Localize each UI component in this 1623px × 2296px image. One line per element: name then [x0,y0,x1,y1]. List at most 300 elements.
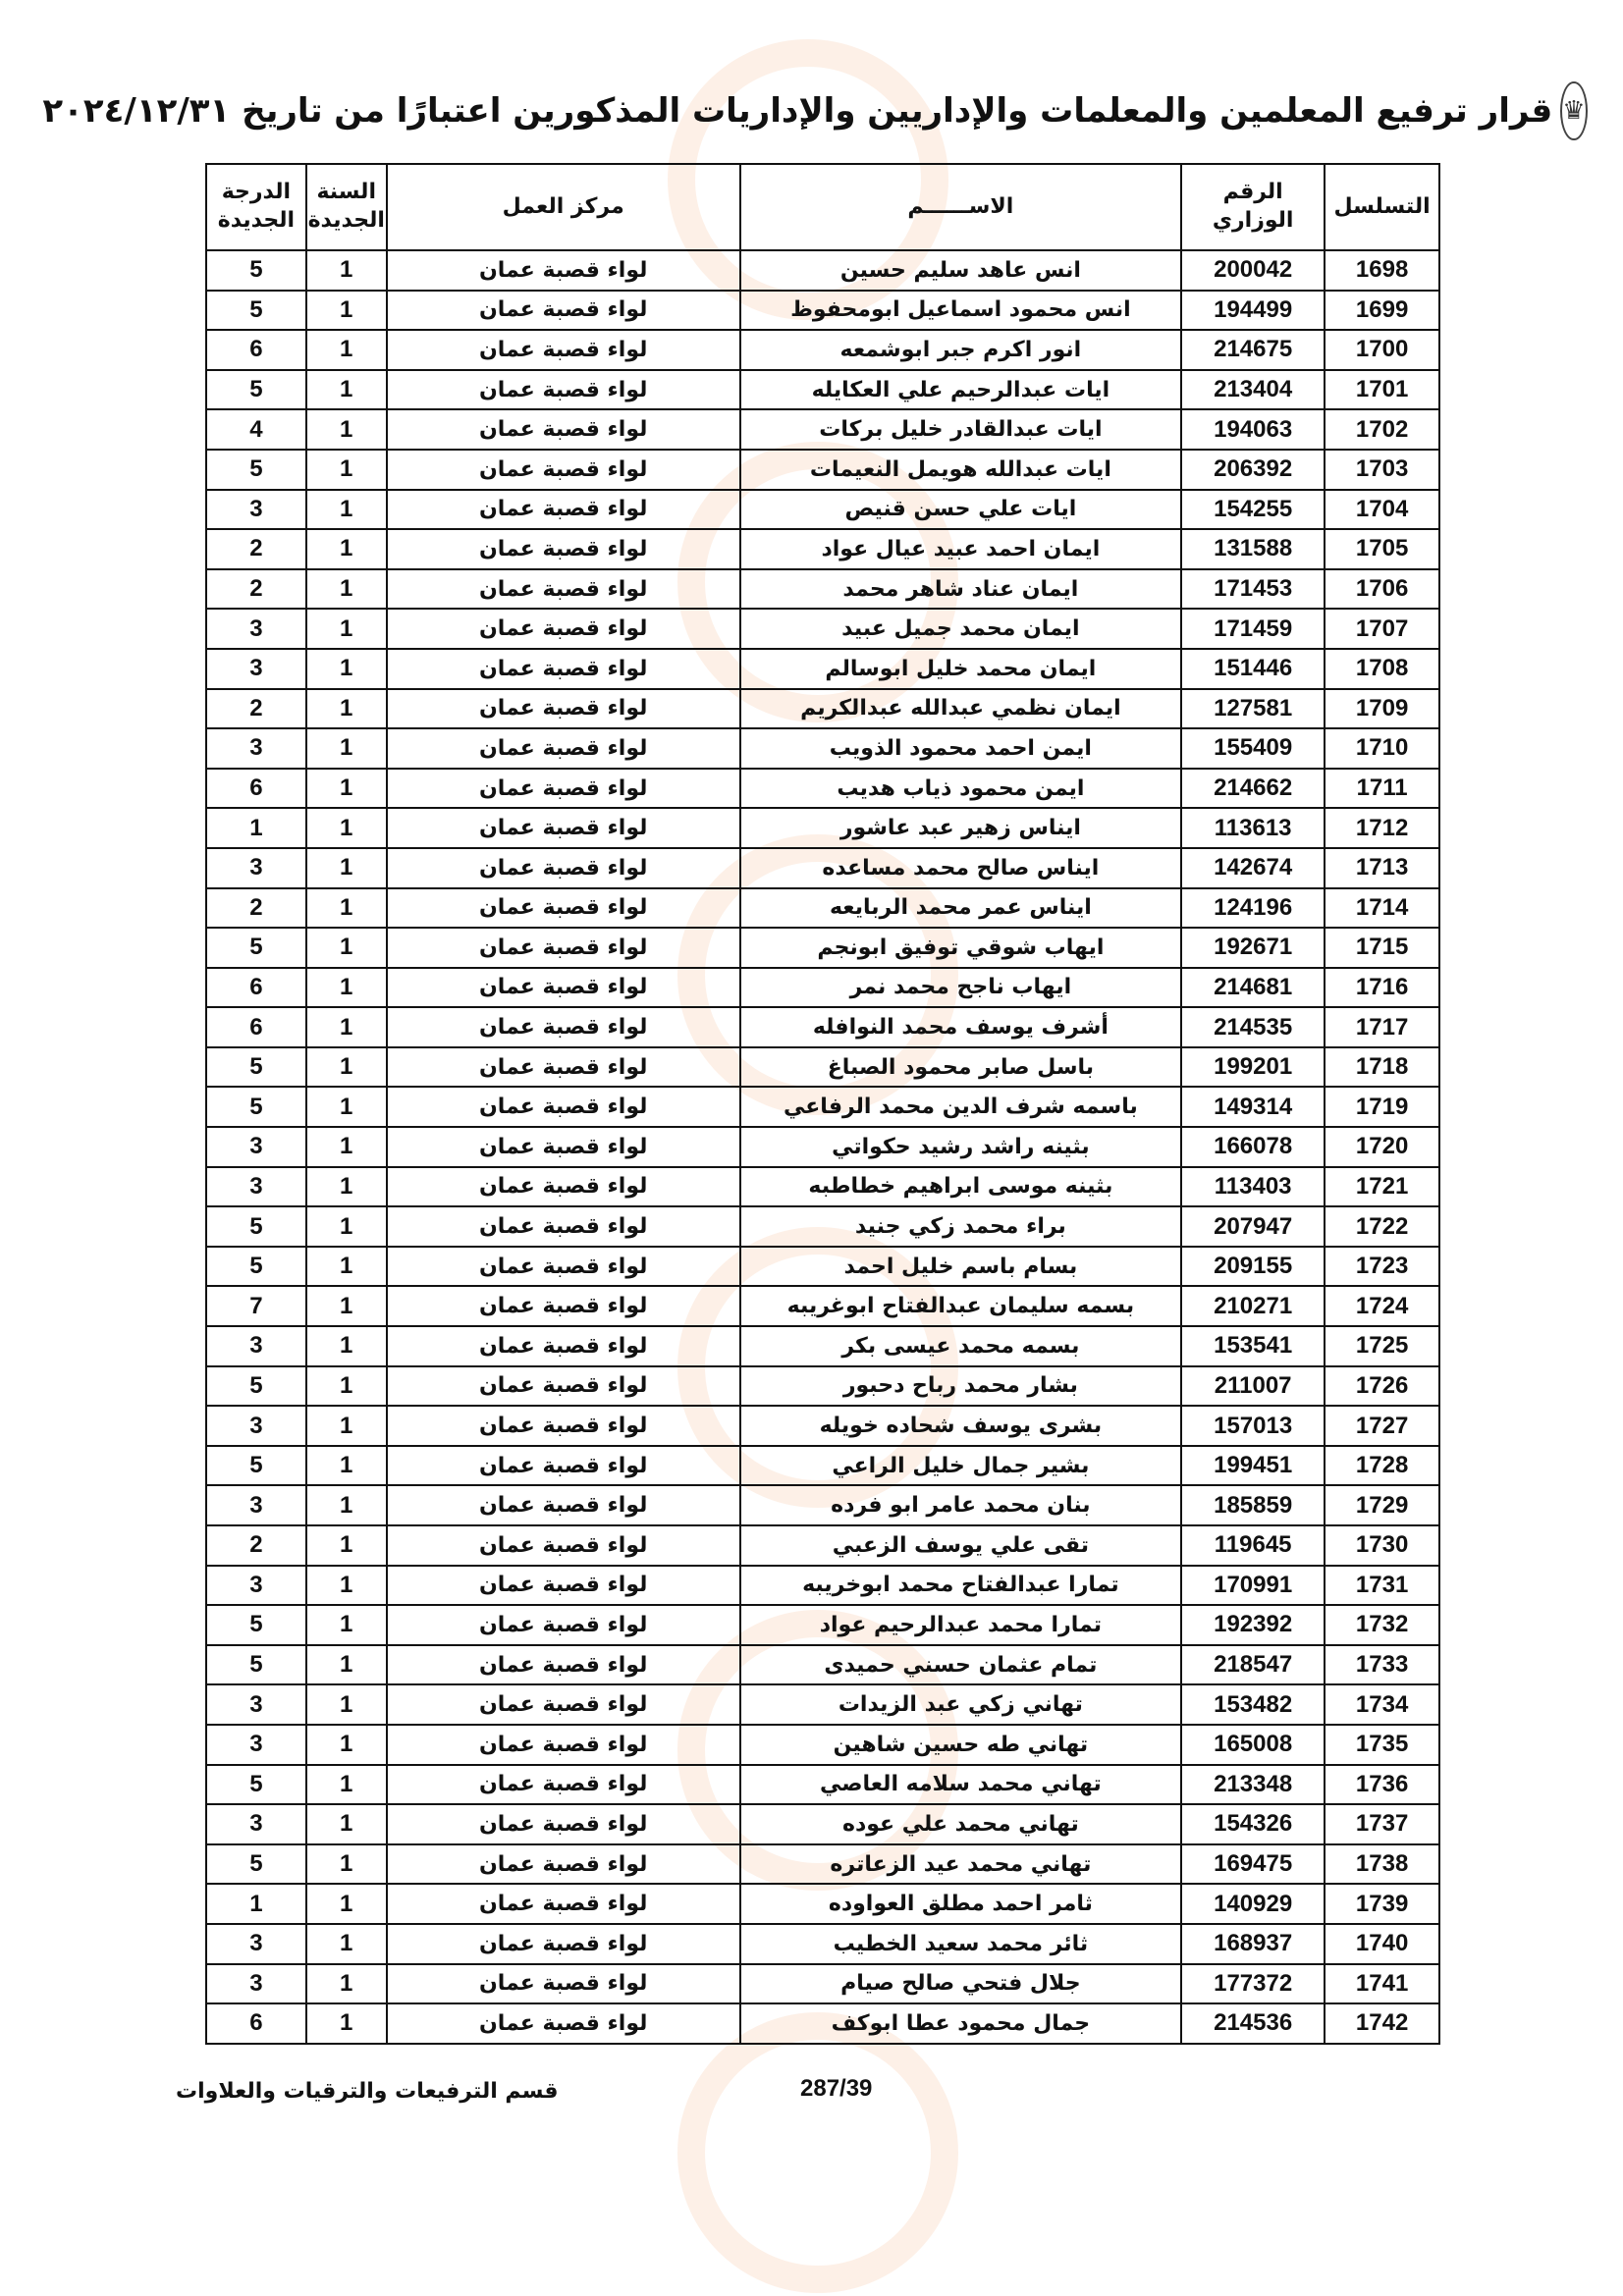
seq-cell: 1716 [1325,968,1439,1008]
name-cell: ايمان محمد جميل عبيد [740,609,1181,649]
table-row [206,1684,1439,1725]
new-grade-cell: 3 [206,1684,306,1725]
new-grade-cell: 3 [206,1964,306,2004]
table-row [206,450,1439,490]
name-cell: بسمه محمد عيسى بكر [740,1326,1181,1366]
work-center-cell: لواء قصبة عمان [387,1725,740,1765]
new-year-cell: 1 [306,2003,387,2044]
seq-cell: 1721 [1325,1167,1439,1207]
work-center-cell: لواء قصبة عمان [387,1884,740,1924]
ministry-id-cell: 211007 [1181,1366,1325,1407]
work-center-cell: لواء قصبة عمان [387,848,740,888]
new-year-cell: 1 [306,490,387,530]
new-grade-cell: 5 [206,1605,306,1645]
ministry-id-cell: 151446 [1181,649,1325,689]
seq-cell: 1732 [1325,1605,1439,1645]
new-grade-cell: 6 [206,330,306,370]
new-grade-cell: 2 [206,1525,306,1566]
new-year-cell: 1 [306,1127,387,1167]
work-center-cell: لواء قصبة عمان [387,1247,740,1287]
new-grade-cell: 5 [206,1446,306,1486]
table-row [206,1087,1439,1127]
seq-cell: 1733 [1325,1645,1439,1685]
work-center-cell: لواء قصبة عمان [387,1645,740,1685]
new-year-cell: 1 [306,649,387,689]
seq-cell: 1698 [1325,250,1439,291]
seq-cell: 1719 [1325,1087,1439,1127]
table-row [206,409,1439,450]
name-cell: ثائر محمد سعيد الخطيب [740,1924,1181,1964]
seq-cell: 1713 [1325,848,1439,888]
new-grade-cell: 2 [206,689,306,729]
column-header-work-center: مركز العمل [387,164,740,250]
new-grade-cell: 5 [206,250,306,291]
work-center-cell: لواء قصبة عمان [387,1844,740,1885]
table-row [206,1725,1439,1765]
seq-cell: 1735 [1325,1725,1439,1765]
seq-cell: 1727 [1325,1406,1439,1446]
seq-cell: 1704 [1325,490,1439,530]
new-year-cell: 1 [306,1765,387,1805]
table-row [206,1127,1439,1167]
work-center-cell: لواء قصبة عمان [387,529,740,569]
table-row [206,1247,1439,1287]
work-center-cell: لواء قصبة عمان [387,1127,740,1167]
table-row [206,728,1439,769]
seq-cell: 1740 [1325,1924,1439,1964]
seq-cell: 1736 [1325,1765,1439,1805]
seq-cell: 1730 [1325,1525,1439,1566]
work-center-cell: لواء قصبة عمان [387,2003,740,2044]
seq-cell: 1710 [1325,728,1439,769]
new-year-cell: 1 [306,1924,387,1964]
new-grade-cell: 3 [206,1167,306,1207]
ministry-id-cell: 192671 [1181,928,1325,968]
new-year-cell: 1 [306,1485,387,1525]
seq-cell: 1706 [1325,569,1439,610]
table-row [206,1406,1439,1446]
table-row [206,1485,1439,1525]
name-cell: ثامر احمد مطلق العواوده [740,1884,1181,1924]
name-cell: ايات عبدالرحيم علي العكايله [740,370,1181,410]
work-center-cell: لواء قصبة عمان [387,1924,740,1964]
new-year-cell: 1 [306,609,387,649]
new-grade-cell: 5 [206,291,306,331]
work-center-cell: لواء قصبة عمان [387,409,740,450]
new-grade-cell: 5 [206,1087,306,1127]
ministry-id-cell: 166078 [1181,1127,1325,1167]
seq-cell: 1724 [1325,1286,1439,1326]
ministry-id-cell: 154326 [1181,1804,1325,1844]
new-year-cell: 1 [306,1247,387,1287]
ministry-id-cell: 153482 [1181,1684,1325,1725]
seq-cell: 1723 [1325,1247,1439,1287]
work-center-cell: لواء قصبة عمان [387,649,740,689]
seq-cell: 1712 [1325,808,1439,848]
new-grade-cell: 3 [206,1406,306,1446]
new-grade-cell: 2 [206,569,306,610]
new-year-cell: 1 [306,1087,387,1127]
work-center-cell: لواء قصبة عمان [387,569,740,610]
work-center-cell: لواء قصبة عمان [387,1446,740,1486]
seq-cell: 1739 [1325,1884,1439,1924]
new-grade-cell: 6 [206,2003,306,2044]
name-cell: ايناس عمر محمد الربايعه [740,888,1181,929]
new-year-cell: 1 [306,291,387,331]
name-cell: ايهاب ناجح محمد نمر [740,968,1181,1008]
name-cell: ايات علي حسن قنيص [740,490,1181,530]
seq-cell: 1725 [1325,1326,1439,1366]
table-row [206,370,1439,410]
new-year-cell: 1 [306,928,387,968]
work-center-cell: لواء قصبة عمان [387,370,740,410]
table-row [206,250,1439,291]
table-row [206,1047,1439,1088]
name-cell: بسام باسم خليل احمد [740,1247,1181,1287]
name-cell: بثينه راشد رشيد حكواتي [740,1127,1181,1167]
new-grade-cell: 3 [206,609,306,649]
new-grade-cell: 5 [206,1206,306,1247]
name-cell: ايمان عناد شاهر محمد [740,569,1181,610]
work-center-cell: لواء قصبة عمان [387,888,740,929]
work-center-cell: لواء قصبة عمان [387,928,740,968]
new-grade-cell: 5 [206,370,306,410]
name-cell: بثينه موسى ابراهيم خطاطبه [740,1167,1181,1207]
table-row [206,928,1439,968]
new-year-cell: 1 [306,1286,387,1326]
new-year-cell: 1 [306,1366,387,1407]
name-cell: ايات عبدالله هويمل النعيمات [740,450,1181,490]
table-row [206,1326,1439,1366]
new-grade-cell: 3 [206,490,306,530]
name-cell: براء محمد زكي جنيد [740,1206,1181,1247]
work-center-cell: لواء قصبة عمان [387,450,740,490]
new-year-cell: 1 [306,888,387,929]
ministry-id-cell: 153541 [1181,1326,1325,1366]
new-grade-cell: 3 [206,1566,306,1606]
seq-cell: 1742 [1325,2003,1439,2044]
name-cell: بشرى يوسف شحاده خويله [740,1406,1181,1446]
new-year-cell: 1 [306,1206,387,1247]
seq-cell: 1717 [1325,1007,1439,1047]
ministry-id-cell: 199451 [1181,1446,1325,1486]
seq-cell: 1708 [1325,649,1439,689]
new-grade-cell: 3 [206,1924,306,1964]
new-grade-cell: 3 [206,1485,306,1525]
ministry-id-cell: 194499 [1181,291,1325,331]
seq-cell: 1741 [1325,1964,1439,2004]
new-year-cell: 1 [306,1645,387,1685]
work-center-cell: لواء قصبة عمان [387,330,740,370]
table-row [206,1566,1439,1606]
seq-cell: 1731 [1325,1566,1439,1606]
name-cell: تهاني محمد عيد الزعاتره [740,1844,1181,1885]
ministry-id-cell: 207947 [1181,1206,1325,1247]
ministry-id-cell: 171453 [1181,569,1325,610]
table-row [206,649,1439,689]
new-year-cell: 1 [306,1167,387,1207]
ministry-id-cell: 214662 [1181,769,1325,809]
seq-cell: 1726 [1325,1366,1439,1407]
new-year-cell: 1 [306,1326,387,1366]
table-header-row [206,164,1439,250]
document-header [42,77,1586,145]
name-cell: انس عاهد سليم حسين [740,250,1181,291]
new-grade-cell: 7 [206,1286,306,1326]
name-cell: باسل صابر محمود الصباغ [740,1047,1181,1088]
seq-cell: 1700 [1325,330,1439,370]
ministry-id-cell: 210271 [1181,1286,1325,1326]
new-grade-cell: 3 [206,1326,306,1366]
new-year-cell: 1 [306,1684,387,1725]
ministry-id-cell: 214675 [1181,330,1325,370]
name-cell: تهاني زكي عبد الزيدات [740,1684,1181,1725]
column-header-seq: التسلسل [1325,164,1439,250]
ministry-id-cell: 177372 [1181,1964,1325,2004]
ministry-id-cell: 124196 [1181,888,1325,929]
new-year-cell: 1 [306,848,387,888]
seq-cell: 1722 [1325,1206,1439,1247]
work-center-cell: لواء قصبة عمان [387,1087,740,1127]
new-year-cell: 1 [306,1804,387,1844]
name-cell: باسمه شرف الدين محمد الرفاعي [740,1087,1181,1127]
work-center-cell: لواء قصبة عمان [387,1366,740,1407]
seq-cell: 1715 [1325,928,1439,968]
work-center-cell: لواء قصبة عمان [387,1167,740,1207]
name-cell: بشير جمال خليل الراعي [740,1446,1181,1486]
ministry-id-cell: 154255 [1181,490,1325,530]
ministry-id-cell: 165008 [1181,1725,1325,1765]
new-grade-cell: 3 [206,848,306,888]
new-grade-cell: 2 [206,888,306,929]
work-center-cell: لواء قصبة عمان [387,1326,740,1366]
ministry-id-cell: 140929 [1181,1884,1325,1924]
table-row [206,968,1439,1008]
ministry-id-cell: 171459 [1181,609,1325,649]
work-center-cell: لواء قصبة عمان [387,1206,740,1247]
ministry-id-cell: 113403 [1181,1167,1325,1207]
work-center-cell: لواء قصبة عمان [387,1566,740,1606]
seq-cell: 1699 [1325,291,1439,331]
new-grade-cell: 5 [206,450,306,490]
new-year-cell: 1 [306,1566,387,1606]
ministry-id-cell: 213404 [1181,370,1325,410]
ministry-id-cell: 192392 [1181,1605,1325,1645]
new-grade-cell: 5 [206,1247,306,1287]
seq-cell: 1728 [1325,1446,1439,1486]
new-grade-cell: 1 [206,1884,306,1924]
work-center-cell: لواء قصبة عمان [387,769,740,809]
table-row [206,569,1439,610]
table-row [206,1167,1439,1207]
name-cell: ايناس صالح محمد مساعده [740,848,1181,888]
new-grade-cell: 6 [206,1007,306,1047]
name-cell: ايناس زهير عبد عاشور [740,808,1181,848]
table-row [206,609,1439,649]
name-cell: تمارا محمد عبدالرحيم عواد [740,1605,1181,1645]
new-year-cell: 1 [306,769,387,809]
ministry-id-cell: 113613 [1181,808,1325,848]
new-grade-cell: 3 [206,728,306,769]
table-row [206,1765,1439,1805]
ministry-id-cell: 218547 [1181,1645,1325,1685]
column-header-new-grade: الدرجة الجديدة [206,164,306,250]
table-row [206,1366,1439,1407]
new-grade-cell: 5 [206,1047,306,1088]
new-grade-cell: 5 [206,1844,306,1885]
table-row [206,1525,1439,1566]
ministry-id-cell: 169475 [1181,1844,1325,1885]
table-row [206,1645,1439,1685]
column-header-ministry-id: الرقم الوزاري [1181,164,1325,250]
ministry-id-cell: 214535 [1181,1007,1325,1047]
name-cell: ايمان احمد عبيد عيال عواد [740,529,1181,569]
document-title: قرار ترفيع المعلمين والمعلمات والإداريين والإداريات المذكورين اعتبارًا من تاريخ ٢٠٢٤/١٢/٣١ [42,91,1553,131]
new-year-cell: 1 [306,968,387,1008]
name-cell: جلال فتحي صالح صيام [740,1964,1181,2004]
work-center-cell: لواء قصبة عمان [387,968,740,1008]
ministry-id-cell: 127581 [1181,689,1325,729]
name-cell: تمام عثمان حسني حميدى [740,1645,1181,1685]
name-cell: تقى علي يوسف الزعبي [740,1525,1181,1566]
seq-cell: 1709 [1325,689,1439,729]
seq-cell: 1702 [1325,409,1439,450]
new-year-cell: 1 [306,808,387,848]
seq-cell: 1737 [1325,1804,1439,1844]
seq-cell: 1720 [1325,1127,1439,1167]
new-year-cell: 1 [306,450,387,490]
table-row [206,1884,1439,1924]
work-center-cell: لواء قصبة عمان [387,1684,740,1725]
table-row [206,529,1439,569]
new-year-cell: 1 [306,1964,387,2004]
work-center-cell: لواء قصبة عمان [387,1406,740,1446]
name-cell: بشار محمد رباح دحبور [740,1366,1181,1407]
table-row [206,330,1439,370]
new-year-cell: 1 [306,1007,387,1047]
work-center-cell: لواء قصبة عمان [387,291,740,331]
work-center-cell: لواء قصبة عمان [387,490,740,530]
jordan-emblem-icon: ♛ [1560,81,1587,140]
name-cell: بنان محمد عامر ابو فرده [740,1485,1181,1525]
ministry-id-cell: 142674 [1181,848,1325,888]
new-year-cell: 1 [306,1884,387,1924]
table-row [206,1964,1439,2004]
ministry-id-cell: 200042 [1181,250,1325,291]
new-year-cell: 1 [306,370,387,410]
table-row [206,2003,1439,2044]
seq-cell: 1729 [1325,1485,1439,1525]
promotions-table [205,163,1440,2045]
ministry-id-cell: 157013 [1181,1406,1325,1446]
table-row [206,1924,1439,1964]
work-center-cell: لواء قصبة عمان [387,1804,740,1844]
ministry-id-cell: 185859 [1181,1485,1325,1525]
ministry-id-cell: 155409 [1181,728,1325,769]
table-row [206,291,1439,331]
ministry-id-cell: 209155 [1181,1247,1325,1287]
name-cell: ايمن احمد محمود الذويب [740,728,1181,769]
work-center-cell: لواء قصبة عمان [387,689,740,729]
department-name: قسم الترفيعات والترقيات والعلاوات [176,2079,559,2104]
table-row [206,1844,1439,1885]
new-year-cell: 1 [306,728,387,769]
table-row [206,490,1439,530]
new-year-cell: 1 [306,409,387,450]
new-year-cell: 1 [306,1605,387,1645]
new-grade-cell: 5 [206,928,306,968]
table-row [206,1206,1439,1247]
new-year-cell: 1 [306,569,387,610]
new-grade-cell: 3 [206,649,306,689]
name-cell: أشرف يوسف محمد النوافله [740,1007,1181,1047]
ministry-id-cell: 194063 [1181,409,1325,450]
work-center-cell: لواء قصبة عمان [387,1525,740,1566]
work-center-cell: لواء قصبة عمان [387,250,740,291]
new-grade-cell: 2 [206,529,306,569]
ministry-id-cell: 149314 [1181,1087,1325,1127]
name-cell: ايهاب شوقي توفيق ابونجم [740,928,1181,968]
work-center-cell: لواء قصبة عمان [387,1007,740,1047]
new-grade-cell: 5 [206,1366,306,1407]
seq-cell: 1718 [1325,1047,1439,1088]
new-grade-cell: 4 [206,409,306,450]
table-row [206,1605,1439,1645]
seq-cell: 1734 [1325,1684,1439,1725]
work-center-cell: لواء قصبة عمان [387,1964,740,2004]
ministry-id-cell: 214681 [1181,968,1325,1008]
new-grade-cell: 3 [206,1127,306,1167]
table-row [206,1804,1439,1844]
seq-cell: 1714 [1325,888,1439,929]
new-year-cell: 1 [306,1446,387,1486]
new-year-cell: 1 [306,529,387,569]
new-grade-cell: 6 [206,968,306,1008]
page-number: 287/39 [800,2075,873,2102]
name-cell: انس محمود اسماعيل ابومحفوظ [740,291,1181,331]
name-cell: ايمان محمد خليل ابوسالم [740,649,1181,689]
work-center-cell: لواء قصبة عمان [387,609,740,649]
work-center-cell: لواء قصبة عمان [387,1765,740,1805]
new-grade-cell: 5 [206,1645,306,1685]
column-header-name: الاســــــم [740,164,1181,250]
ministry-id-cell: 119645 [1181,1525,1325,1566]
watermark-clock [677,2012,958,2293]
new-year-cell: 1 [306,1844,387,1885]
work-center-cell: لواء قصبة عمان [387,1485,740,1525]
new-year-cell: 1 [306,1047,387,1088]
name-cell: ايمان نظمي عبدالله عبدالكريم [740,689,1181,729]
work-center-cell: لواء قصبة عمان [387,728,740,769]
table-row [206,1007,1439,1047]
seq-cell: 1703 [1325,450,1439,490]
new-year-cell: 1 [306,1406,387,1446]
name-cell: تهاني طه حسين شاهين [740,1725,1181,1765]
table-row [206,808,1439,848]
name-cell: تهاني محمد سلامه العاصي [740,1765,1181,1805]
ministry-id-cell: 214536 [1181,2003,1325,2044]
new-grade-cell: 3 [206,1725,306,1765]
table-row [206,888,1439,929]
work-center-cell: لواء قصبة عمان [387,1286,740,1326]
table-row [206,848,1439,888]
table-row [206,1446,1439,1486]
new-grade-cell: 6 [206,769,306,809]
name-cell: بسمه سليمان عبدالفتاح ابوغريبه [740,1286,1181,1326]
table-row [206,769,1439,809]
name-cell: تهاني محمد علي عوده [740,1804,1181,1844]
ministry-id-cell: 131588 [1181,529,1325,569]
